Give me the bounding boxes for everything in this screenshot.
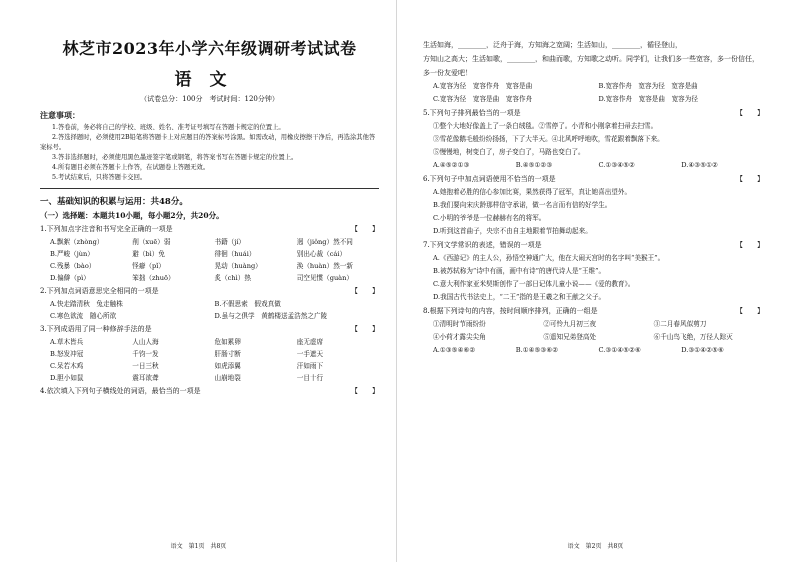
text-cell: C.③①④⑤②⑥ [598,346,641,354]
exam-page-2 [397,0,794,562]
text-cell: 一目十行 [296,374,324,382]
option-line: B.被苏轼称为“诗中有画，画中有诗”的唐代诗人是“王维”。 [433,267,606,275]
text-cell: ④小荷才露尖尖角 [433,333,486,341]
option-row [423,93,764,106]
option-row [40,372,379,384]
note-item: 1.答卷前，务必将自己的学校、班级、姓名、准考证号填写在答题卡规定的位置上。 [52,124,285,131]
text-cell: C.呆若木鸡 [50,362,84,370]
text-cell: D.宽容作舟 宽容是曲 宽容为径 [598,95,698,103]
text-cell: A.飘絮（zhòng） [50,238,104,246]
text-cell: 7.下列文学常识的表述，错误的一项是 [423,241,542,249]
text-cell: ③二月春风似剪刀 [653,320,707,328]
text-cell: ⑤遥知兄弟登高处 [543,333,597,341]
text-cell: D.胆小如鼠 [50,374,84,382]
notes-heading: 注意事项： [40,110,80,120]
text-cell: B.宽容作舟 宽容为径 宽容是曲 [598,82,698,90]
text-cell: ①清明时节雨纷纷 [433,320,486,328]
subsection-heading: （一）选择题：本题共10小题，每小题2分，共20分。 [40,211,224,220]
text-cell: C.残暴（bào） [50,262,96,270]
text-cell: 晃动（huàng） [214,262,262,270]
text-cell: 涣（huàn）然一新 [296,262,353,270]
answer-bracket: 【 】 [736,175,764,183]
sentence-line: ①整个大地好像盖上了一条白绒毯。②雪停了。小青和小刚拿着扫帚去扫雪。 [433,122,658,130]
option-line: A.《西游记》的主人公，孙悟空神通广大，他在大闹天宫时的名字叫“美猴王”。 [433,254,665,262]
text-cell: D.④③⑤①② [681,161,718,169]
option-line: C.意大利作家亚米契斯创作了一部日记体儿童小说——《爱的教育》。 [433,280,635,288]
text-cell: 炙（chì）热 [214,274,251,282]
poem-row [423,331,764,344]
text-cell: 座无虚席 [296,338,324,346]
text-cell: 一日三秋 [132,362,159,370]
text-cell: ⑥千山鸟飞绝，万径人踪灭 [653,333,733,341]
option-row [423,159,764,172]
text-cell: C.①③④⑤② [598,161,635,169]
text-cell: 8.根据下列诗句的内容，按时间顺序排列，正确的一组是 [423,307,598,315]
text-cell: A.宽容为径 宽容作舟 宽容是曲 [433,82,533,90]
text-cell: 削（xuē）弱 [132,238,171,246]
option-line: D.听到这首曲子，央宗不由自主地跟着节拍舞动起来。 [433,227,592,235]
question-stem [40,286,379,297]
option-line: D.我国古代书法史上，“二王”指的是王羲之和王献之父子。 [433,293,606,301]
text-cell: B.①④⑤③⑥② [515,346,559,354]
passage-line: 生活如海，________，泛舟于海，方知海之宽阔；生活如山，________，循径登山， [423,41,682,49]
text-cell: 4.依次填入下列句子横线处的词语，最恰当的一项是 [40,387,201,395]
note-item: 2.答选择题时，必须使用2B铅笔将答题卡上对应题目的答案标号涂黑。如需改动，用橡皮擦擦干净后，再选涂其他答案标号。 [40,134,376,151]
option-line: B.我们要向宋庆龄那样信守承诺，做一名言而有信的好学生。 [433,201,612,209]
text-cell: B.严峻（jùn） [50,250,94,258]
option-row [40,348,379,360]
text-cell: A.草木皆兵 [50,338,84,346]
page-footer: 语文 第2页 共8页 [567,543,624,550]
text-cell: 别出心裁（cái） [296,250,347,258]
note-item: 4.所有题目必须在答题卡上作答，在试题卷上答题无效。 [52,164,210,171]
text-cell: 1.下列加点字注音和书写完全正确的一项是 [40,225,173,233]
section-heading: 一、基础知识的积累与运用：共48分。 [40,197,188,207]
option-row [40,248,379,260]
text-cell: 司空见惯（guàn） [296,274,353,282]
text-cell: B.④⑤①②③ [515,161,553,169]
text-cell: D.③①④②⑤⑥ [681,346,724,354]
sentence-line: ③雪花像鹅毛般纷纷扬扬，下了大半天。④北风呼呼地吹，雪花跟着飘落下来。 [433,135,664,143]
option-row [40,360,379,372]
text-cell: 6.下列句子中加点词语使用不恰当的一项是 [423,175,556,183]
text-cell: D.偏僻（pì） [50,274,90,282]
question-stem [423,108,764,119]
passage-line: 方知山之高大；生活如歌，________，和曲而歌，方知歌之动听。同学们，让我们多一些宽容，多一份信任，多一份友爱吧！ [423,55,759,77]
option-row [40,298,379,310]
text-cell: 千钧一发 [132,350,159,358]
text-cell: 2.下列加点词语意思完全相同的一项是 [40,287,159,295]
text-cell: A.④⑤②①③ [433,161,470,169]
question-stem [40,224,379,235]
answer-bracket: 【 】 [351,225,379,233]
answer-bracket: 【 】 [736,307,764,315]
poem-row [423,318,764,331]
text-cell: 避（bì）免 [132,250,165,258]
text-cell: 书籍（jí） [214,238,246,246]
divider [40,188,379,189]
text-cell: 一手遮天 [296,350,324,358]
question-stem [423,306,764,317]
option-row [423,80,764,93]
text-cell: 震耳欲聋 [132,374,159,382]
text-cell: A.快走踏清秋 兔走触株 [50,300,123,308]
text-cell: 汗如雨下 [296,362,324,370]
option-row [40,272,379,284]
text-cell: 5.下列句子排列最恰当的一项是 [423,109,521,117]
text-cell: ②可怜九月初三夜 [543,320,597,328]
question-stem [40,324,379,335]
note-item: 5.考试结束后，只将答题卡交回。 [52,174,147,181]
option-line: C.小明的爷爷是一位赫赫有名的将军。 [433,214,546,222]
text-cell: A.①③⑤④⑥② [433,346,476,354]
text-cell: 笨拙（zhuō） [132,274,175,282]
option-row [40,310,379,322]
text-cell: 肝肠寸断 [214,350,241,358]
subject-title: 语文 [174,70,245,90]
question-stem [423,240,764,251]
option-row [40,236,379,248]
sentence-line: ⑤慢慢地，树变白了，房子变白了，马路也变白了。 [433,148,585,156]
text-cell: 如虎添翼 [214,362,241,370]
option-row [40,336,379,348]
text-cell: 怪癖（pǐ） [132,262,165,270]
question-stem [423,174,764,185]
text-cell: 迥（jiǒng）然不同 [296,238,353,246]
note-item: 3.答非选择题时，必须使用黑色墨迹签字笔或钢笔，将答案书写在答题卡规定的位置上。 [52,154,298,161]
answer-bracket: 【 】 [736,241,764,249]
answer-bracket: 【 】 [351,387,379,395]
exam-title: 林芝市2023年小学六年级调研考试试卷 [62,39,357,58]
text-cell: D.虽与之俱学 黄鹤楼送孟浩然之广陵 [214,312,328,320]
answer-bracket: 【 】 [736,109,764,117]
option-line: A.她抱着必胜的信心参加比赛，果然获得了冠军，真让她喜出望外。 [433,188,632,196]
answer-bracket: 【 】 [351,287,379,295]
option-row [40,260,379,272]
page-footer: 语文 第1页 共8页 [170,543,227,550]
text-cell: 危如累卵 [214,338,241,346]
text-cell: C.宽容为径 宽容是曲 宽容作舟 [433,95,533,103]
text-cell: B.不假思索 假戏真做 [214,300,281,308]
text-cell: 山崩地裂 [214,374,241,382]
text-cell: 3.下列成语用了同一种修辞手法的是 [40,325,152,333]
question-stem [40,386,379,397]
answer-bracket: 【 】 [351,325,379,333]
text-cell: 人山人海 [132,338,159,346]
text-cell: C.寒色欲流 随心所欲 [50,312,117,320]
text-cell: 徘徊（huái） [214,250,256,258]
text-cell: B.怒发冲冠 [50,350,84,358]
option-row [423,344,764,357]
exam-meta: （试卷总分：100分 考试时间：120分钟） [140,95,279,103]
